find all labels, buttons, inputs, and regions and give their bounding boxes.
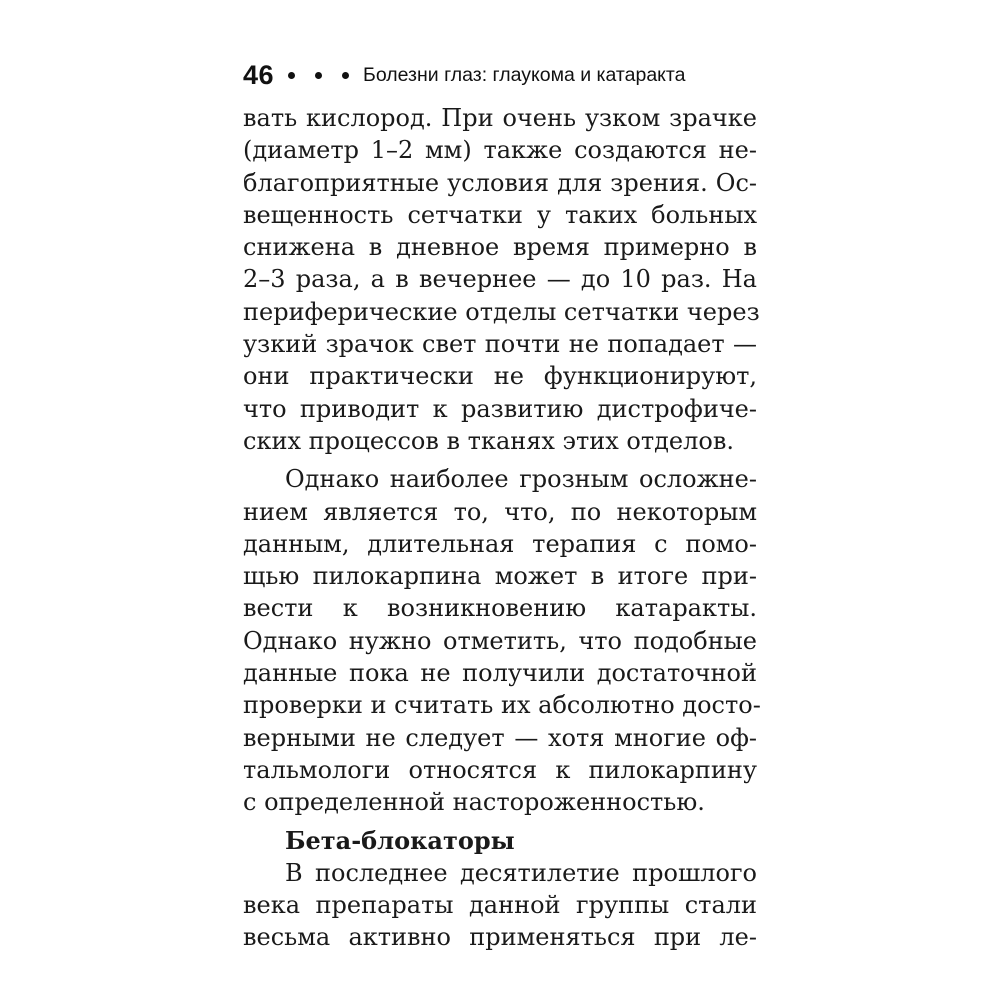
text-line: вести к возникновению катаракты. bbox=[243, 594, 757, 623]
text-line: нием является то, что, по некоторым bbox=[243, 497, 757, 526]
paragraph bbox=[243, 857, 757, 954]
text-line: снижена в дневное время примерно в bbox=[243, 233, 757, 262]
text-line: верными не следует — хотя многие оф- bbox=[243, 723, 757, 752]
text-line: вать кислород. При очень узком зрачке bbox=[243, 104, 757, 132]
text-line: 2–3 раза, а в вечернее — до 10 раз. На bbox=[243, 265, 757, 294]
text-line: данным, длительная терапия с помо- bbox=[243, 529, 757, 558]
text-line: периферические отделы сетчатки через bbox=[243, 297, 760, 326]
text-line: что приводит к развитию дистрофиче- bbox=[243, 394, 757, 423]
paragraph bbox=[243, 463, 761, 818]
running-title: Болезни глаз: глаукома и катаракта bbox=[363, 63, 686, 86]
text-line: благоприятные условия для зрения. Ос- bbox=[243, 168, 757, 197]
text-line: проверки и считать их абсолютно досто- bbox=[243, 691, 761, 720]
text-line: (диаметр 1–2 мм) также создаются не- bbox=[243, 136, 757, 165]
dot-icon bbox=[315, 72, 322, 79]
text-line: Однако нужно отметить, что подобные bbox=[243, 626, 757, 655]
text-line: узкий зрачок свет почти не попадает — bbox=[243, 330, 757, 359]
running-header bbox=[243, 58, 685, 92]
section-heading: Бета-блокаторы bbox=[285, 825, 515, 855]
text-line: данные пока не получили достаточной bbox=[243, 659, 757, 688]
text-line: тальмологи относятся к пилокарпину bbox=[243, 755, 757, 784]
text-line: века препараты данной группы стали bbox=[243, 891, 757, 920]
text-line: В последнее десятилетие прошлого bbox=[285, 858, 757, 887]
text-line: весьма активно применяться при ле- bbox=[243, 923, 757, 952]
paragraph bbox=[243, 102, 760, 457]
dot-icon bbox=[342, 72, 349, 79]
text-line: с определенной настороженностью. bbox=[243, 788, 705, 817]
text-line: вещенность сетчатки у таких больных bbox=[243, 200, 757, 229]
text-line: щью пилокарпина может в итоге при- bbox=[243, 562, 757, 591]
dot-icon bbox=[288, 72, 295, 79]
body-text bbox=[243, 102, 761, 954]
text-line: ских процессов в тканях этих отделов. bbox=[243, 426, 734, 455]
header-dots-ornament bbox=[288, 72, 349, 79]
text-line: Однако наиболее грозным осложне- bbox=[285, 465, 757, 494]
page-number: 46 bbox=[243, 59, 275, 90]
text-line: они практически не функционируют, bbox=[243, 362, 757, 391]
